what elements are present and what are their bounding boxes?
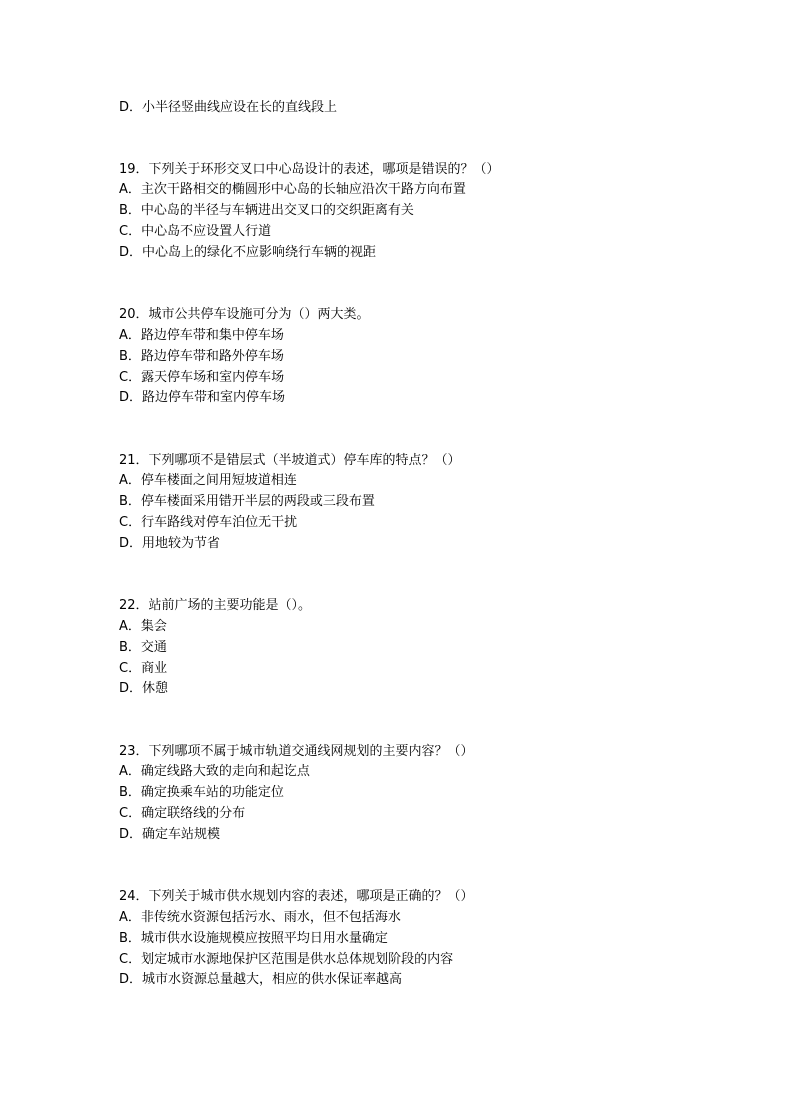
prev-question-option-d: D．小半径竖曲线应设在长的直线段上 [119,100,338,115]
question-24-option-d: D．城市水资源总量越大，相应的供水保证率越高 [119,972,403,987]
question-22-stem: 22．站前广场的主要功能是（）。 [119,598,312,613]
question-22-option-b: B．交通 [119,640,167,655]
question-20-option-d: D．路边停车带和室内停车场 [119,390,286,405]
question-23-stem: 23．下列哪项不属于城市轨道交通线网规划的主要内容？（） [119,744,474,759]
question-20-option-a: A．路边停车带和集中停车场 [119,328,284,343]
question-24-stem: 24．下列关于城市供水规划内容的表述，哪项是正确的？（） [119,889,474,904]
question-19-option-a: A．主次干路相交的椭圆形中心岛的长轴应沿次干路方向布置 [119,182,466,197]
question-24-option-b: B．城市供水设施规模应按照平均日用水量确定 [119,931,388,946]
question-22-option-c: C．商业 [119,661,168,676]
question-21-option-b: B．停车楼面采用错开半层的两段或三段布置 [119,494,375,509]
question-21-option-c: C．行车路线对停车泊位无干扰 [119,515,298,530]
question-23-option-a: A．确定线路大致的走向和起讫点 [119,764,310,779]
question-21-option-a: A．停车楼面之间用短坡道相连 [119,473,297,488]
question-21-stem: 21．下列哪项不是错层式（半坡道式）停车库的特点？（） [119,453,461,468]
question-24-option-c: C．划定城市水源地保护区范围是供水总体规划阶段的内容 [119,952,454,967]
question-19-option-d: D．中心岛上的绿化不应影响绕行车辆的视距 [119,245,377,260]
question-19-option-c: C．中心岛不应设置人行道 [119,224,272,239]
question-23-option-c: C．确定联络线的分布 [119,806,246,821]
question-21-option-d: D．用地较为节省 [119,536,221,551]
question-22-option-d: D．休憩 [119,681,169,696]
question-20-option-c: C．露天停车场和室内停车场 [119,370,285,385]
question-23-option-b: B．确定换乘车站的功能定位 [119,785,284,800]
question-19-option-b: B．中心岛的半径与车辆进出交叉口的交织距离有关 [119,203,414,218]
question-20-option-b: B．路边停车带和路外停车场 [119,349,284,364]
question-20-stem: 20．城市公共停车设施可分为（）两大类。 [119,307,370,322]
question-24-option-a: A．非传统水资源包括污水、雨水，但不包括海水 [119,910,401,925]
question-23-option-d: D．确定车站规模 [119,827,221,842]
question-22-option-a: A．集会 [119,619,167,634]
question-19-stem: 19．下列关于环形交叉口中心岛设计的表述，哪项是错误的？（） [119,162,500,177]
